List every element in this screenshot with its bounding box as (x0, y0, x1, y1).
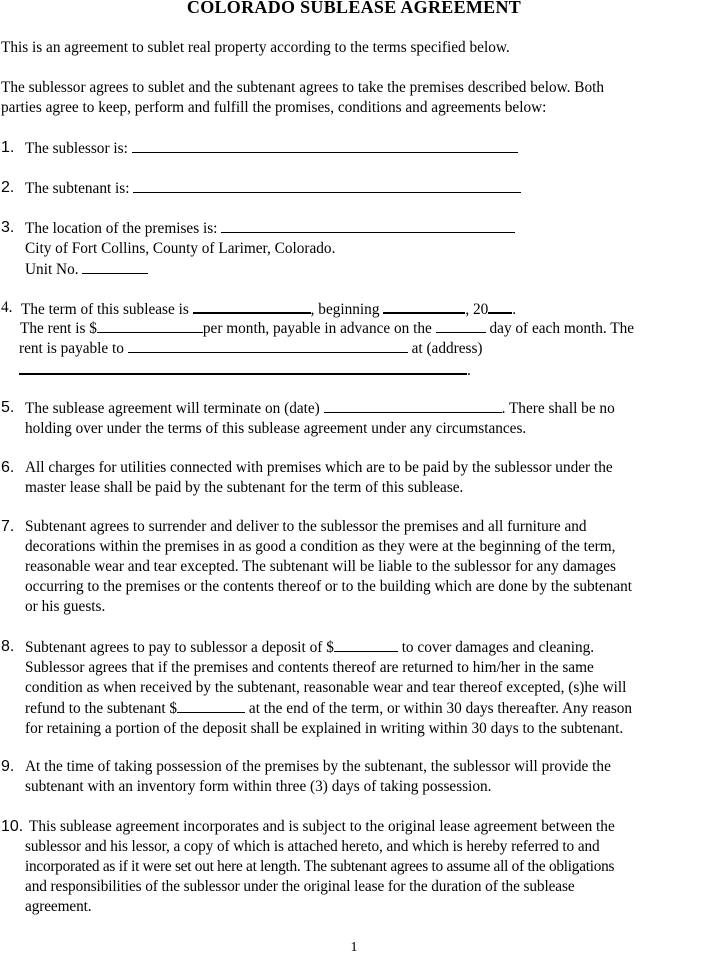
agreement-line-2: parties agree to keep, perform and fulfill the promises, conditions and agreements below: (1, 99, 547, 116)
intro-paragraph: This is an agreement to sublet real property according to the terms specified below. (1, 39, 510, 56)
unit-label: Unit No. (25, 261, 79, 278)
refund-label: refund to the subtenant $ (25, 700, 178, 717)
clause-number: 3. (1, 219, 15, 236)
unit-blank[interactable] (82, 259, 148, 274)
term-blank[interactable] (193, 298, 311, 314)
document-title: COLORADO SUBLEASE AGREEMENT (186, 0, 522, 17)
location-blank[interactable] (221, 218, 515, 233)
clause-number: 1. (1, 139, 15, 156)
beginning-date-blank[interactable] (383, 298, 465, 314)
agreement-paragraph (1, 78, 701, 118)
address-label: at (address) (411, 340, 483, 357)
clause-number: 9. (1, 758, 15, 775)
agreement-line-1: The sublessor agrees to sublet and the subtenant agrees to take the premises described below. Both (1, 79, 605, 96)
subtenant-blank[interactable] (133, 178, 521, 193)
beginning-label: , beginning (310, 301, 380, 318)
clause-number: 10. (1, 818, 24, 835)
rent-day-blank[interactable] (436, 318, 486, 333)
city-line: City of Fort Collins, County of Larimer, Colorado. (25, 240, 336, 257)
deposit-amount-blank[interactable] (334, 637, 398, 652)
year-prefix: , 20 (465, 301, 489, 318)
clause-number: 2. (1, 179, 15, 196)
deposit-label: Subtenant agrees to pay to sublessor a deposit of $ (25, 639, 334, 656)
sublessor-blank[interactable] (132, 138, 518, 153)
term-label: The term of this sublease is (21, 301, 189, 318)
refund-amount-blank[interactable] (177, 698, 245, 713)
rent-day-label: day of each month. The (489, 320, 635, 337)
payable-to-label: rent is payable to (19, 340, 124, 357)
clause-number: 5. (1, 399, 15, 416)
rent-amount-blank[interactable] (97, 318, 203, 333)
clause-number: 4. (1, 299, 13, 316)
clause-number: 6. (1, 459, 15, 476)
termination-date-blank[interactable] (324, 398, 502, 413)
rent-label: The rent is $ (20, 320, 97, 337)
address-blank[interactable] (19, 359, 467, 375)
clause-number: 7. (1, 518, 15, 535)
document-page: COLORADO SUBLEASE AGREEMENT This is an agreement to sublet real property according to the terms specified below. The sublessor agrees to sublet and the subtenant agrees to take the premises described below. Both parties agree to keep, perform and fulfill the promises, conditions and agreements below: 1. The sublessor is: 2. The subtenant is: 3. The location of the premises is: City of Fort Collins, County of Larimer, Colorado. Unit No. 4. The term of this sublease is , beginning , 20 . The rent is $ per month, payable in advance on the day of each month. The rent is payable to at (address) . 5. The sublease agreement will terminate on (date) . There shall be no holding over under the terms of this sublease agreement under any circumstances. 6. All charges for utilities connected with premises which are to be paid by the sublessor under the master lease shall be paid by the subtenant for the term of this sublease. 7. Subtenant agrees to surrender and deliver to the sublessor the premises and all furniture and decorations within the premises in as good a condition as they were at the beginning of the term, reasonable wear and tear excepted. The subtenant will be liable to the sublessor for any damages occurring to the premises or the contents thereof or to the building which are done by the subtenant or his guests. 8. Subtenant agrees to pay to sublessor a deposit of $ to cover damages and cleaning. Sublessor agrees that if the premises and contents thereof are returned to him/her in the same condition as when received by the subtenant, reasonable wear and tear thereof excepted, (s)he will refund to the subtenant $ at the end of the term, or within 30 days thereafter. Any reason for retaining a portion of the deposit shall be explained in writing within 30 days to the subtenant. 9. At the time of taking possession of the premises by the subtenant, the sublessor will provide the subtenant with an inventory form within three (3) days of taking possession. 10. This sublease agreement incorporates and is subject to the original lease agreement between the sublessor and his lessor, a copy of which is attached hereto, and which is hereby referred to and incorporated as if it were set out here at length. The subtenant agrees to assume all of the obligations and responsibilities of the sublessor under the original lease for the duration of the sublease agreement. 1 (0, 0, 708, 954)
rent-terms: per month, payable in advance on the (202, 320, 432, 337)
year-blank[interactable] (488, 298, 512, 314)
clause-number: 8. (1, 638, 15, 655)
subtenant-label: The subtenant is: (25, 180, 130, 197)
terminate-label: The sublease agreement will terminate on (date) (25, 400, 320, 417)
location-label: The location of the premises is: (25, 220, 218, 237)
sublessor-label: The sublessor is: (25, 140, 128, 157)
payable-to-blank[interactable] (128, 338, 408, 353)
page-number: 1 (350, 940, 358, 955)
